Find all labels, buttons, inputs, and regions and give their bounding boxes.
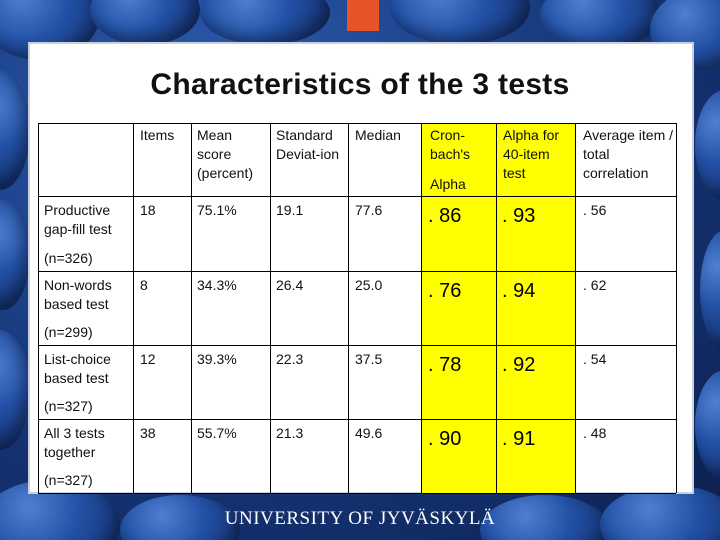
cell-median: 49.6 [355,425,383,441]
cell-alpha40: . 93 [502,205,536,227]
cell-sd: 19.1 [276,202,304,218]
col-divider [191,123,192,493]
cell-mean: 34.3% [197,277,237,293]
col-divider [38,123,39,493]
cell-alpha: . 78 [428,354,462,376]
university-logo-text: UNIVERSITY OF JYVÄSKYLÄ [224,508,496,529]
cell-median: 37.5 [355,351,383,367]
row-name: List-choice based test [44,351,111,386]
cell-corr: . 56 [583,202,607,218]
cell-corr: . 62 [583,277,607,293]
row-name: All 3 tests together [44,425,105,460]
header-alpha40: Alpha for 40-item test [503,127,560,181]
row-n: (n=327) [44,398,93,414]
cell-alpha: . 90 [428,428,462,450]
col-divider [496,123,497,493]
row-n: (n=327) [44,472,93,488]
cell-alpha40: . 94 [502,280,536,302]
header-sd: Standard Deviat-ion [276,127,340,162]
slide-title [0,68,720,102]
row-name: Non-words based test [44,277,112,312]
header-avg-corr: Average item / total correlation [583,127,674,181]
col-divider [575,123,576,493]
accent-square [347,0,379,31]
row-n: (n=299) [44,324,93,340]
col-divider [421,123,422,493]
col-divider [348,123,349,493]
cell-items: 38 [140,425,156,441]
cell-items: 18 [140,202,156,218]
cell-alpha40: . 92 [502,354,536,376]
header-mean: Mean score (percent) [197,127,254,181]
col-divider [133,123,134,493]
header-items: Items [140,127,175,143]
col-divider [676,123,677,493]
cell-sd: 22.3 [276,351,304,367]
cell-items: 12 [140,351,156,367]
cell-alpha: . 86 [428,205,462,227]
row-name: Productive gap-fill test [44,202,112,237]
header-cronbach: Cron-bach's [430,127,471,162]
row-n: (n=326) [44,250,93,266]
cell-items: 8 [140,277,148,293]
cell-sd: 21.3 [276,425,304,441]
cell-median: 77.6 [355,202,383,218]
cell-sd: 26.4 [276,277,304,293]
col-divider [270,123,271,493]
cell-corr: . 54 [583,351,607,367]
header-median: Median [355,127,401,143]
cell-mean: 39.3% [197,351,237,367]
cell-mean: 55.7% [197,425,237,441]
cell-median: 25.0 [355,277,383,293]
cell-alpha40: . 91 [502,428,536,450]
title-text: Characteristics of the 3 tests [150,68,570,101]
table-border-bottom [38,493,676,494]
cell-alpha: . 76 [428,280,462,302]
cell-corr: . 48 [583,425,607,441]
cell-mean: 75.1% [197,202,237,218]
header-cronbach-alpha: Alpha [430,176,466,192]
